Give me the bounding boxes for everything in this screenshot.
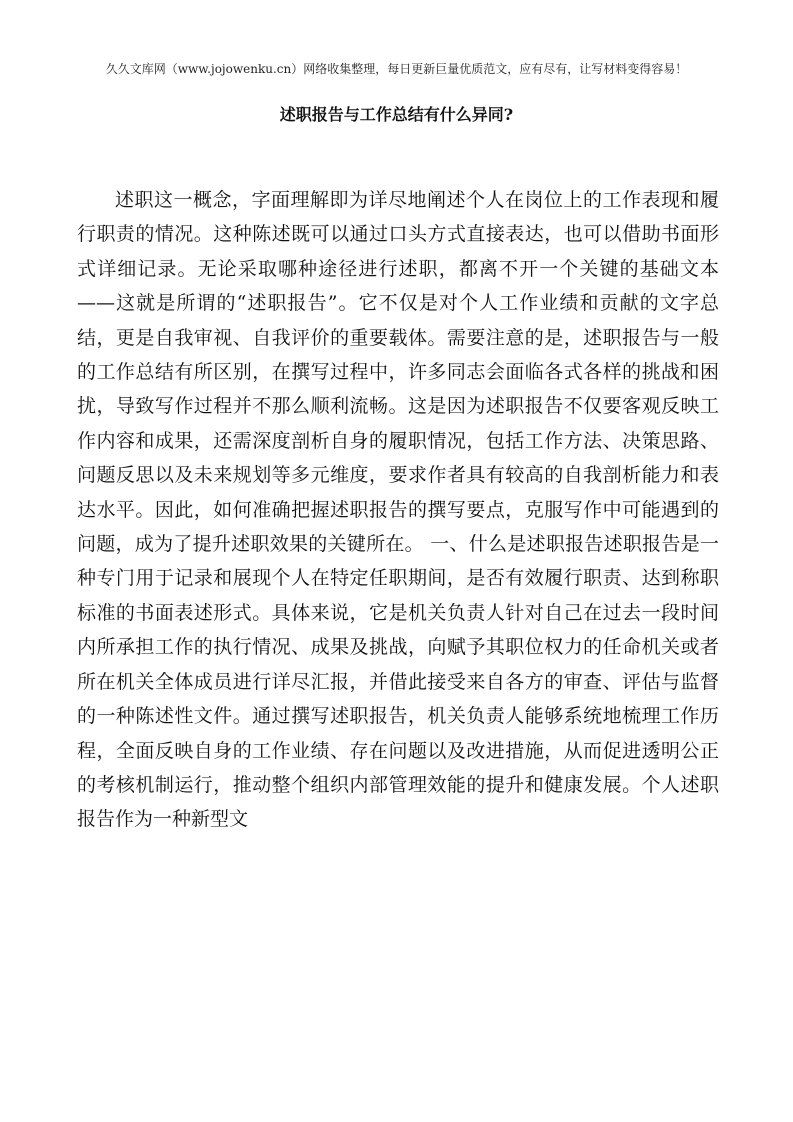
body-paragraph: 述职这一概念，字面理解即为详尽地阐述个人在岗位上的工作表现和履行职责的情况。这种陈述既可以通过口头方式直接表达，也可以借助书面形式详细记录。无论采取哪种途径进行述职，都离不开一个关键的基础文本——这就是所谓的“述职报告”。它不仅是对个人工作业绩和贡献的文字总结，更是自我审视、自我评价的重要载体。需要注意的是，述职报告与一般的工作总结有所区别，在撰写过程中，许多同志会面临各式各样的挑战和困扰，导致写作过程并不那么顺利流畅。这是因为述职报告不仅要客观反映工作内容和成果，还需深度剖析自身的履职情况，包括工作方法、决策思路、问题反思以及未来规划等多元维度，要求作者具有较高的自我剖析能力和表达水平。因此，如何准确把握述职报告的撰写要点，克服写作中可能遇到的问题，成为了提升述职效果的关键所在。 一、什么是述职报告述职报告是一种专门用于记录和展现个人在特定任职期间，是否有效履行职责、达到称职标准的书面表述形式。具体来说，它是机关负责人针对自己在过去一段时间内所承担工作的执行情况、成果及挑战，向赋予其职位权力的任命机关或者所在机关全体成员进行详尽汇报，并借此接受来自各方的审查、评估与监督的一种陈述性文件。通过撰写述职报告，机关负责人能够系统地梳理工作历程，全面反映自身的工作业绩、存在问题以及改进措施，从而促进透明公正的考核机制运行，推动整个组织内部管理效能的提升和健康发展。个人述职报告作为一种新型文 — [77, 189, 719, 831]
document-title: 述职报告与工作总结有什么异同? — [279, 105, 514, 124]
header-note: 久久文库网（www.jojowenku.cn）网络收集整理，每日更新巨量优质范文，应有尽有，让写材料变得容易！ — [105, 62, 688, 76]
